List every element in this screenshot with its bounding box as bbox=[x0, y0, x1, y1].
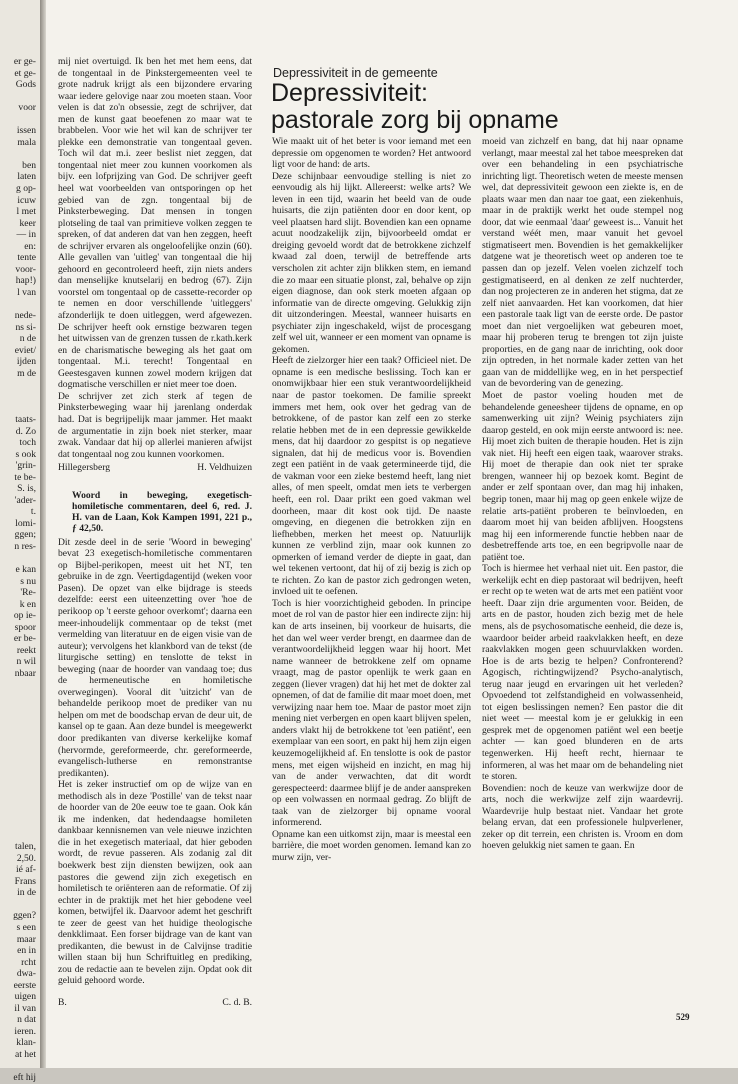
text-fragment: rcht bbox=[21, 956, 36, 968]
text-fragment bbox=[0, 379, 38, 391]
signature-author: H. Veldhuizen bbox=[197, 462, 252, 474]
text-fragment: uigen bbox=[14, 991, 36, 1003]
text-fragment: reekt bbox=[16, 644, 36, 656]
text-fragment bbox=[0, 298, 38, 310]
text-fragment bbox=[0, 91, 38, 103]
text-fragment: t. bbox=[30, 506, 36, 518]
text-fragment bbox=[0, 391, 38, 403]
text-fragment: op ie- bbox=[13, 610, 36, 622]
text-fragment: l van bbox=[17, 286, 36, 298]
text-fragment: er ge- bbox=[13, 56, 36, 67]
text-fragment bbox=[0, 807, 38, 819]
article-paragraph: Toch is hier voorzichtigheid geboden. In principe moet de rol van de pastor hier een indirecte zijn: hij kan de arts inseinen, bij voorkeur de huisarts, die het dan wel weer verder brengt, en daarmee dan de verantwoordelijkheid leggen waar hij hoort. Met name wanneer de betrokkene zelf om opname vraagt, mag de pastor openlijk te werk gaan en zeggen (liever vragen) dat hij het met de dokter zal opnemen, of dat de familie dit maar moet doen, met verwijzing naar hem toe. Maar de pastor moet zijn mening niet verbergen en open kaart blijven spelen, anders vlakt hij de betrokkene tot 'een patiënt', een exemplaar van een soort, en pakt hij hem zijn eigen keuzemogelijkheid af. En tenslotte is ook de pastor mens, met eigen wijsheid en inzicht, en mag hij van de ander verwachten, dat dit wordt gerespecteerd: daarmee blijf je de ander aanspreken op een volwassen en normaal gedrag. Zo blijft de taak van de zielzorger bij opname vooral informerend. bbox=[272, 597, 472, 829]
text-fragment bbox=[0, 1061, 38, 1073]
text-fragment: n dat bbox=[17, 1014, 36, 1026]
text-fragment: eerste bbox=[13, 979, 36, 991]
article-kicker: Depressiviteit in de gemeente bbox=[273, 66, 438, 80]
text-fragment: dwa- bbox=[16, 968, 36, 980]
text-fragment: at het bbox=[14, 1049, 36, 1061]
article-paragraph: Heeft de zielzorger hier een taak? Officieel niet. De opname is een medische beslissing. Toch kan er onomwijkbaar hier een stuk verantwoordelijkheid naar de pastor toekomen. De familie spreekt immers met hem, ook over het gedrag van de betrokkene, of de pastor kan zelf een zo sterke relatie hebben met de in een depressie gewikkelde mens, dat hij daardoor zo gespitst is op negatieve signalen, dat hij de medicus voor is. Bovendien zegt een patiënt in de vaak getermineerde tijd, die de vakman voor een zieke bestemd heeft, lang niet alles, of men speelt, omdat men iets te verbergen heeft, een rol. Daar prikt een goed vakman wel doorheen, maar dit kost ook tijd. De naaste omgeving, en diegenen die betrokken zijn en liefhebben, merken het meest op. Natuurlijk kunnen ze verblind zijn, maar ook kunnen zo opmerken of iemand verder de diepte in gaat, dan wel tekenen vertoont, dat hij of zij bezig is zich op te richten. Zo kan de pastor zich gedrongen weten, invloed uit te oefenen. bbox=[272, 355, 471, 598]
article-paragraph: Deze schijnbaar eenvoudige stelling is niet zo eenvoudig als hij lijkt. Allereerst: welke arts? We leven in een tijd, waarin het beeld van de oude huisarts, die zijn patiënten door en door kent, op veel plaatsen hard slijt. Bovendien kan een opname acuut noodzakelijk zijn, bijvoorbeeld omdat er dreiging gevoeld wordt dat de betrokkene zichzelf kwaad zal doen, terwijl de betreffende arts verscholen zit achter zijn blikken stem, en iemand die zo maar een situatie plonst, zal, behalve op zijn eigen diagnose, dan ook sterk moeten afgaan op informatie van de directe omgeving. Gelukkig zijn dit uitzonderingen. Meestal, wanneer huisarts en psychiater zijn ingeschakeld, wijst de procesgang zelf wel uit, wanneer er een moment van opname is gekomen. bbox=[272, 170, 471, 355]
text-fragment: in de bbox=[17, 887, 36, 899]
text-fragment: icuw bbox=[17, 194, 36, 206]
text-fragment bbox=[0, 114, 38, 126]
text-fragment: e kan bbox=[15, 564, 36, 576]
signature-author: C. d. B. bbox=[222, 997, 252, 1009]
text-fragment: d. Zo bbox=[15, 425, 36, 437]
text-fragment: k en bbox=[19, 598, 36, 610]
title-line: Depressiviteit: bbox=[271, 79, 428, 107]
text-fragment: en in bbox=[17, 945, 36, 957]
text-fragment: toch bbox=[19, 437, 36, 449]
text-fragment bbox=[0, 899, 38, 911]
text-fragment: il van bbox=[14, 1002, 36, 1014]
text-fragment bbox=[0, 760, 38, 772]
article-paragraph: Opname kan een uitkomst zijn, maar is meestal een barrière, die moet worden genomen. Iemand kan zo murw zijn, ver- bbox=[272, 828, 471, 863]
text-fragment: s nu bbox=[20, 575, 36, 587]
text-fragment bbox=[0, 714, 38, 726]
text-fragment: nbaar bbox=[14, 667, 36, 679]
review-paragraph: mij niet overtuigd. Ik ben het met hem eens, dat de tongentaal in de Pinkstergemeenten veel te grote nadruk krijgt als een bijzondere ervaring waar iedere gelovige naar zou moeten staan. Voor velen is dat zo'n obsessie, zegt de schrijver, dat men de kunst gaat beoefenen zo maar wat te brabbelen. Voor wie het wil kan de schrijver ter plekke een demonstratie van tongentaal geven. Toch wil dat m.i. zeer beslist niet zeggen, dat tongentaal niet meer zou kunnen voorkomen als bijv. een lofprijzing van God. De schrijver geeft heel wat voorbeelden van ontsporingen op het gebied van de zgn. tongentaal bij de Pinksterbeweging. Dat mensen in tongen plotseling de taal van primitieve volken zeggen te spreken, of dat anderen dat van hen zeggen, heeft de schrijver ervaren als ongeloofelijke onzin (60). Alle gevallen van 'uitleg' van tongentaal die hij gehoord en gecontroleerd heeft, zijn niets anders dan menselijke knutselarij en bedrog (67). Zijn voorstel om tongentaal op de cassette-recorder op te nemen en door verschillende 'uitleggers' afzonderlijk te doen uitleggen, werd afgewezen. De schrijver heeft ook ernstige bezwaren tegen het uitwissen van de grenzen tussen de r.kath.kerk en de charismatische beweging als het gaat om tongentaal. M.i. terecht! Tongentaal en Geestesgaven kunnen zowel modern krijgen dat dogmatische verschillen er niet meer toe doen. bbox=[58, 56, 252, 391]
review-paragraph: Dit zesde deel in de serie 'Woord in beweging' bevat 23 exegetisch-homiletische commentaren op Bijbel-perikopen, meest uit het NT, ten gebruike in de zgn. Veertigdagentijd (weken voor Pasen). De opzet van elke bijdrage is steeds dezelfde: eerst een uiteenzetting over 'hoe de perikoop op 't eerste gehoor overkomt'; daarna een meer-inhoudelijk commentaar op de tekst (met vermelding van literatuur en de eigen visie van de auteur); vervolgens het klankbord van de tekst (de liturgische setting) en tenslotte de tekst in beweging (naar de hoorder van vandaag toe; dus de hermeneutische en homiletische overwegingen). Vooral dit 'uitzicht' van de behandelde perikoop moet de prediker van nu helpen om met de boodschap ervan de deur uit, de kansel op te gaan. Aan deze bundel is meegewerkt door predikanten van diverse kerkelijke komaf (hervormde, gereformeerde, chr. gereformeerde, evangelisch-lutherse en remonstrantse predikanten). bbox=[58, 536, 252, 779]
article-title bbox=[271, 80, 559, 134]
text-fragment: te be- bbox=[14, 471, 36, 483]
text-fragment: et ge- bbox=[14, 67, 36, 79]
text-fragment bbox=[0, 818, 38, 830]
signature-place: B. bbox=[58, 997, 67, 1009]
text-fragment: er be- bbox=[13, 633, 36, 645]
text-fragment: n de bbox=[19, 333, 36, 345]
text-fragment: S. is, bbox=[17, 483, 36, 495]
text-fragment: Gods bbox=[15, 79, 36, 91]
review-paragraph: Het is zeker instructief om op de wijze van en methodisch als in deze 'Postille' van de tekst naar de hoorder van de 20e eeuw toe te gaan. Ook kán ik me indenken, dat hedendaagse homileten dankbaar kennisnemen van vele nieuwe inzichten die in het exegetisch materiaal, dat hier geboden wordt, de revue passeren. Als zodanig zal dit boekwerk best zijn diensten bewijzen, ook aan pastores die gewend zijn zich exegetisch en homiletisch te oriënteren aan de reformatie. Of zij echter in de praktijk met het hier gebodene veel komen, betwijfel ik. Daarvoor ademt het geschrift te zeer de geest van het huidige theologische denkklimaat. Een forser bijdrage van de kant van predikanten, die bewust in de Calvijnse traditie willen staan bij hun Schriftuitleg en prediking, zou de redactie aan te bevelen zijn. Opdat ook dit geluid gehoord worde. bbox=[58, 779, 252, 987]
text-fragment: 'ader- bbox=[14, 494, 36, 506]
text-fragment bbox=[0, 737, 38, 749]
article-paragraph: Moet de pastor voeling houden met de behandelende geneesheer tijdens de opname, en op samenwerking uit zijn? Weinig psychiaters zijn daarop gesteld, en ook mijn eerste antwoord is: nee. Hij moet zich buiten de therapie houden. Het is zijn vak niet. Hij heeft een eigen taak, waarover straks. Hij moet de therapie dan ook niet ter sprake brengen, wanneer hij op bezoek komt. Begint de ander er zelf spontaan over, dan mag hij inhaken, begrip tonen, maar hij mag op geen enkele wijze de relatie arts-patiënt proberen te beïnvloeden, en daarom moet hij van beiden afblijven. Hoogstens mag hij een informerende functie hebben naar de desbetreffende arts toe, en een begripvolle naar de patiënt toe. bbox=[482, 390, 683, 563]
article-column-1 bbox=[272, 136, 471, 1002]
text-fragment: talen, bbox=[14, 841, 36, 853]
text-fragment: issen bbox=[16, 125, 36, 137]
text-fragment: spoor bbox=[14, 621, 36, 633]
text-fragment bbox=[0, 726, 38, 738]
article-paragraph: Toch is hiermee het verhaal niet uit. Een pastor, die werkelijk echt en diep pastoraat wil bedrijven, heeft er recht op te weten wat de arts met een patiënt voor heeft. Daar zijn drie argumenten voor. Beiden, de arts en de pastor, houden zich bezig met de hele mens, als de psychosomatische eenheid, die deze is, waardoor beider arbeid raakvlakken heeft, en deze raakvlakken mogen geen schuurvlakken worden. Hoe is de arts bezig te helpen? Confronterend? Agogisch, richtingwijzend? Psycho-analytisch, terug naar jeugd en ervaringen uit het verleden? Opvoedend tot zelfstandigheid en volwassenheid, tot eigen beslissingen nemen? Een pastor die dit niet weet — meestal kom je er gelukkig in een gesprek met de opgenomen patiënt wel een beetje achter — kan goed blunderen en de arts tegenwerken. Hij heeft recht, hiernaar te informeren, al was het maar om de behandeling niet te storen. bbox=[482, 563, 683, 783]
text-fragment: s een bbox=[16, 922, 36, 934]
signature-place: Hillegersberg bbox=[58, 462, 111, 474]
review-column bbox=[58, 56, 252, 1009]
text-fragment: eft hij bbox=[13, 1072, 36, 1084]
text-fragment: taats- bbox=[15, 413, 36, 425]
book-spine bbox=[40, 0, 46, 1068]
text-fragment: ben bbox=[22, 159, 36, 171]
title-line: pastorale zorg bij opname bbox=[271, 106, 559, 134]
text-fragment: ijden bbox=[16, 356, 36, 368]
text-fragment: 'Re- bbox=[20, 587, 36, 599]
text-fragment bbox=[0, 553, 38, 565]
text-fragment bbox=[0, 703, 38, 715]
text-fragment: klan- bbox=[16, 1037, 36, 1049]
text-fragment bbox=[0, 783, 38, 795]
text-fragment: hap!) bbox=[15, 275, 36, 287]
text-fragment: ns si- bbox=[15, 321, 36, 333]
text-fragment bbox=[0, 830, 38, 842]
text-fragment: eviet/ bbox=[14, 344, 36, 356]
signature-line bbox=[58, 997, 252, 1009]
text-fragment: ieren. bbox=[14, 1025, 36, 1037]
text-fragment: mala bbox=[17, 136, 36, 148]
text-fragment: n wil bbox=[16, 656, 36, 668]
text-fragment: ggen; bbox=[14, 529, 36, 541]
text-fragment: tente bbox=[17, 252, 36, 264]
text-fragment: en: bbox=[24, 240, 36, 252]
previous-page-edge bbox=[0, 0, 41, 1084]
article-paragraph: moeid van zichzelf en bang, dat hij naar opname verlangt, maar meestal zal het taboe meespreken dat over een behandeling in een psychiatrische inrichting ligt. Theoretisch weten de meeste mensen wel, dat depressiviteit gewoon een ziekte is, en de plaats waar men dan naar toe gaat, een ziekenhuis, maar in de praktijk werkt het oude stempel nog door, dat wie eenmaal 'daar' geweest is... Vanuit het verstand wéét men, maar vanuit het gevoel stigmatiseert men. Bovendien is het gemakkelijker datgene wat je theoretisch weet op anderen toe te passen dan op jezelf. Velen voelen zichzelf toch gestigmatiseerd, en al denken ze zelf nuchterder, dan nog projecteren ze in anderen het stigma, dat ze zelf niet aanvaarden. Het kan voorkomen, dat hier een pastorale taak ligt van de eerste orde. De pastor moet dan niet vergoelijken wat gebeuren moet, maar hij proberen terug te brengen tot zijn juiste proporties, en de gang naar de inrichting, ook door zijn optreden, in het normale kader zetten van het gaan van de middellijke weg, en in het perspectief van de bevordering van de genezing. bbox=[482, 136, 683, 390]
text-fragment: maar bbox=[16, 933, 36, 945]
text-fragment bbox=[0, 772, 38, 784]
text-fragment bbox=[0, 148, 38, 160]
text-fragment: ié af- bbox=[16, 864, 36, 876]
article-paragraph: Wie maakt uit of het beter is voor iemand met een depressie om opgenomen te worden? Het antwoord ligt voor de hand: de arts. bbox=[272, 136, 471, 171]
text-fragment: lomi- bbox=[15, 517, 36, 529]
text-fragment bbox=[0, 402, 38, 414]
text-fragment: laten bbox=[17, 171, 36, 183]
text-fragment bbox=[0, 749, 38, 761]
review-heading: Woord in beweging, exegetisch-homiletische commentaren, deel 6, red. J. H. van de Laan, Kok Kampen 1991, 221 p., ƒ 42,50. bbox=[72, 489, 252, 534]
article-paragraph: Bovendien: noch de keuze van werkwijze door de arts, noch die werkwijze zelf zijn waardevrij. Waardevrije hulp bestaat niet. Vandaar het grote belang ervan, dat een professionele hulpverlener, zeker op dit terrein, een christen is. Vroom en dom hoeven gelukkig niet samen te gaan. En bbox=[482, 782, 683, 852]
text-fragment: ggen? bbox=[13, 910, 36, 922]
text-fragment: voor bbox=[18, 102, 36, 114]
text-fragment: s ook bbox=[15, 448, 36, 460]
text-fragment bbox=[0, 691, 38, 703]
text-fragment: g op- bbox=[16, 183, 36, 195]
signature-line bbox=[58, 462, 252, 474]
text-fragment: 'grin- bbox=[15, 460, 36, 472]
page-number: 529 bbox=[676, 1012, 690, 1022]
text-fragment: n res- bbox=[14, 540, 36, 552]
previous-page-text-fragments bbox=[0, 56, 38, 1084]
text-fragment: m de bbox=[17, 367, 36, 379]
text-fragment bbox=[0, 680, 38, 692]
text-fragment: voor- bbox=[15, 263, 36, 275]
text-fragment: 2,50. bbox=[16, 852, 36, 864]
review-paragraph: De schrijver zet zich sterk af tegen de Pinksterbeweging waar hij jarenlang onderdak had. Dat is begrijpelijk maar jammer. Het maakt de argumentatie in zijn boek niet sterker, maar zwak. Vandaar dat hij op allerlei manieren afwijst dat tongentaal nog zou kunnen voorkomen. bbox=[58, 390, 252, 460]
text-fragment: Frans bbox=[14, 875, 36, 887]
article-column-2 bbox=[482, 136, 683, 1002]
text-fragment: l met bbox=[16, 206, 36, 218]
text-fragment: keer bbox=[19, 217, 36, 229]
text-fragment bbox=[0, 795, 38, 807]
text-fragment: nede- bbox=[14, 310, 36, 322]
text-fragment: — in bbox=[16, 229, 36, 241]
